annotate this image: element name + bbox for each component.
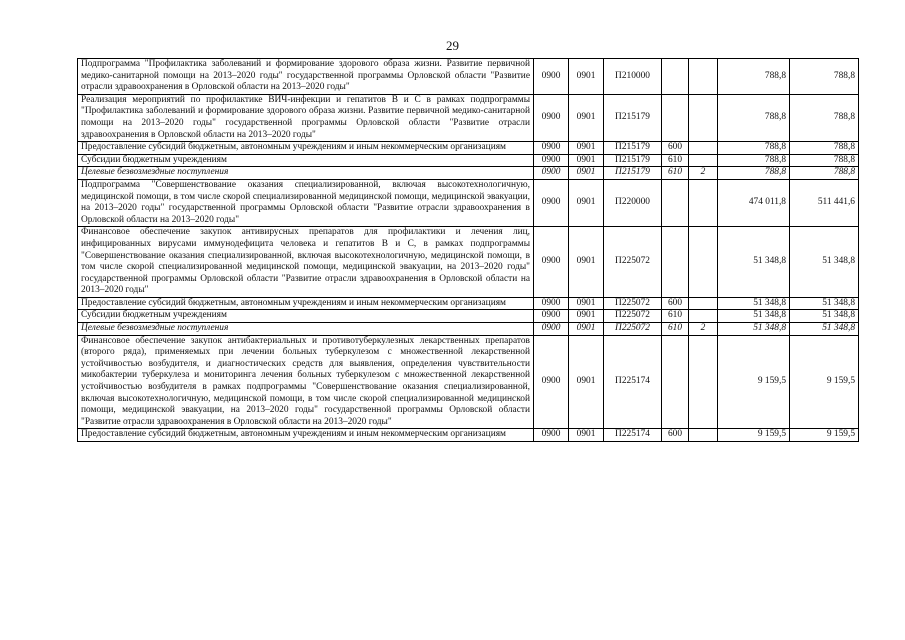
target-article-code: П225072 (604, 310, 662, 323)
kosgu-code (689, 429, 718, 442)
amount-year-2: 788,8 (790, 154, 859, 167)
kosgu-code (689, 59, 718, 95)
expense-type-code: 610 (662, 323, 689, 336)
table-row (78, 335, 859, 429)
amount-year-1: 51 348,8 (718, 227, 790, 298)
target-article-code: П220000 (604, 179, 662, 226)
amount-year-2: 788,8 (790, 59, 859, 95)
kosgu-code (689, 154, 718, 167)
section-code: 0901 (569, 310, 604, 323)
ved-code: 0900 (534, 429, 569, 442)
target-article-code: П215179 (604, 142, 662, 155)
kosgu-code (689, 227, 718, 298)
amount-year-2: 788,8 (790, 167, 859, 180)
amount-year-1: 788,8 (718, 167, 790, 180)
amount-year-2: 51 348,8 (790, 310, 859, 323)
amount-year-2: 9 159,5 (790, 429, 859, 442)
ved-code: 0900 (534, 323, 569, 336)
expense-type-code: 610 (662, 310, 689, 323)
ved-code: 0900 (534, 227, 569, 298)
section-code: 0901 (569, 335, 604, 429)
budget-table (77, 58, 859, 442)
target-article-code: П225072 (604, 297, 662, 310)
ved-code: 0900 (534, 94, 569, 141)
section-code: 0901 (569, 94, 604, 141)
row-name: Финансовое обеспечение закупок антибактериальных и противотуберкулезных лекарственных препаратов (второго ряда), применяемых при лечении больных туберкулезом с множественной лекарственной устойчивостью возбудителя, и диагностических средств для выявления, определения чувствительности микобактерии туберкулеза и мониторинга лечения больных туберкулезом с множественной лекарственной устойчивостью возбудителя в рамках подпрограммы "Совершенствование оказания специализированной, включая высокотехнологичную, медицинской помощи, в том числе скорой специализированной медицинской помощи, медицинской эвакуации, на 2013–2020 годы" государственной программы Орловской области "Развитие отрасли здравоохранения в Орловской области на 2013–2020 годы" (78, 335, 534, 429)
row-name: Целевые безвозмездные поступления (78, 167, 534, 180)
amount-year-2: 51 348,8 (790, 227, 859, 298)
amount-year-1: 51 348,8 (718, 297, 790, 310)
target-article-code: П215179 (604, 94, 662, 141)
expense-type-code (662, 59, 689, 95)
row-name: Подпрограмма "Профилактика заболеваний и формирование здорового образа жизни. Развитие первичной медико-санитарной помощи на 2013–2020 годы" государственной программы Орловской области "Развитие отрасли здравоохранения в Орловской области на 2013–2020 годы" (78, 59, 534, 95)
amount-year-1: 474 011,8 (718, 179, 790, 226)
amount-year-1: 51 348,8 (718, 310, 790, 323)
row-name: Финансовое обеспечение закупок антивирусных препаратов для профилактики и лечения лиц, инфицированных вирусами иммунодефицита человека и гепатитов В и С, в рамках подпрограммы "Совершенствование оказания специализированной, включая высокотехнологичную, медицинской помощи, в том числе скорой специализированной медицинской помощи, медицинской эвакуации, на 2013–2020 годы" государственной программы Орловской области "Развитие отрасли здравоохранения в Орловской области на 2013–2020 годы" (78, 227, 534, 298)
table-row (78, 167, 859, 180)
amount-year-1: 788,8 (718, 94, 790, 141)
amount-year-2: 51 348,8 (790, 323, 859, 336)
amount-year-1: 9 159,5 (718, 335, 790, 429)
section-code: 0901 (569, 429, 604, 442)
ved-code: 0900 (534, 167, 569, 180)
section-code: 0901 (569, 59, 604, 95)
kosgu-code (689, 94, 718, 141)
table-row (78, 297, 859, 310)
amount-year-2: 788,8 (790, 142, 859, 155)
table-row (78, 59, 859, 95)
expense-type-code (662, 179, 689, 226)
section-code: 0901 (569, 297, 604, 310)
row-name: Подпрограмма "Совершенствование оказания специализированной, включая высокотехнологичную, медицинской помощи, в том числе скорой специализированной медицинской помощи, медицинской эвакуации, на 2013–2020 годы" государственной программы Орловской области "Развитие отрасли здравоохранения в Орловской области на 2013–2020 годы" (78, 179, 534, 226)
section-code: 0901 (569, 167, 604, 180)
ved-code: 0900 (534, 142, 569, 155)
expense-type-code: 610 (662, 154, 689, 167)
amount-year-2: 788,8 (790, 94, 859, 141)
amount-year-1: 9 159,5 (718, 429, 790, 442)
kosgu-code: 2 (689, 323, 718, 336)
row-name: Субсидии бюджетным учреждениям (78, 310, 534, 323)
row-name: Целевые безвозмездные поступления (78, 323, 534, 336)
row-name: Реализация мероприятий по профилактике ВИЧ-инфекции и гепатитов В и С в рамках подпрограммы "Профилактика заболеваний и формирование здорового образа жизни. Развитие первичной медико-санитарной помощи на 2013–2020 годы" государственной программы Орловской области "Развитие отрасли здравоохранения в Орловской области на 2013–2020 годы" (78, 94, 534, 141)
amount-year-1: 788,8 (718, 142, 790, 155)
expense-type-code (662, 94, 689, 141)
target-article-code: П225174 (604, 429, 662, 442)
amount-year-1: 788,8 (718, 154, 790, 167)
table-row (78, 179, 859, 226)
row-name: Предоставление субсидий бюджетным, автономным учреждениям и иным некоммерческим организациям (78, 142, 534, 155)
row-name: Предоставление субсидий бюджетным, автономным учреждениям и иным некоммерческим организациям (78, 297, 534, 310)
amount-year-1: 51 348,8 (718, 323, 790, 336)
amount-year-1: 788,8 (718, 59, 790, 95)
ved-code: 0900 (534, 335, 569, 429)
amount-year-2: 511 441,6 (790, 179, 859, 226)
section-code: 0901 (569, 142, 604, 155)
kosgu-code: 2 (689, 167, 718, 180)
target-article-code: П225174 (604, 335, 662, 429)
kosgu-code (689, 142, 718, 155)
expense-type-code (662, 227, 689, 298)
section-code: 0901 (569, 323, 604, 336)
expense-type-code: 600 (662, 429, 689, 442)
table-row (78, 154, 859, 167)
ved-code: 0900 (534, 297, 569, 310)
page-number: 29 (446, 38, 459, 53)
kosgu-code (689, 179, 718, 226)
target-article-code: П215179 (604, 167, 662, 180)
table-row (78, 142, 859, 155)
section-code: 0901 (569, 227, 604, 298)
row-name: Предоставление субсидий бюджетным, автономным учреждениям и иным некоммерческим организациям (78, 429, 534, 442)
ved-code: 0900 (534, 154, 569, 167)
section-code: 0901 (569, 154, 604, 167)
expense-type-code: 600 (662, 297, 689, 310)
kosgu-code (689, 310, 718, 323)
expense-type-code (662, 335, 689, 429)
amount-year-2: 9 159,5 (790, 335, 859, 429)
expense-type-code: 610 (662, 167, 689, 180)
table-row (78, 323, 859, 336)
amount-year-2: 51 348,8 (790, 297, 859, 310)
section-code: 0901 (569, 179, 604, 226)
target-article-code: П210000 (604, 59, 662, 95)
table-row (78, 429, 859, 442)
ved-code: 0900 (534, 310, 569, 323)
row-name: Субсидии бюджетным учреждениям (78, 154, 534, 167)
table-row (78, 310, 859, 323)
table-row (78, 94, 859, 141)
target-article-code: П225072 (604, 227, 662, 298)
table-body (78, 59, 859, 442)
expense-type-code: 600 (662, 142, 689, 155)
target-article-code: П215179 (604, 154, 662, 167)
ved-code: 0900 (534, 179, 569, 226)
ved-code: 0900 (534, 59, 569, 95)
kosgu-code (689, 297, 718, 310)
kosgu-code (689, 335, 718, 429)
table-row (78, 227, 859, 298)
target-article-code: П225072 (604, 323, 662, 336)
